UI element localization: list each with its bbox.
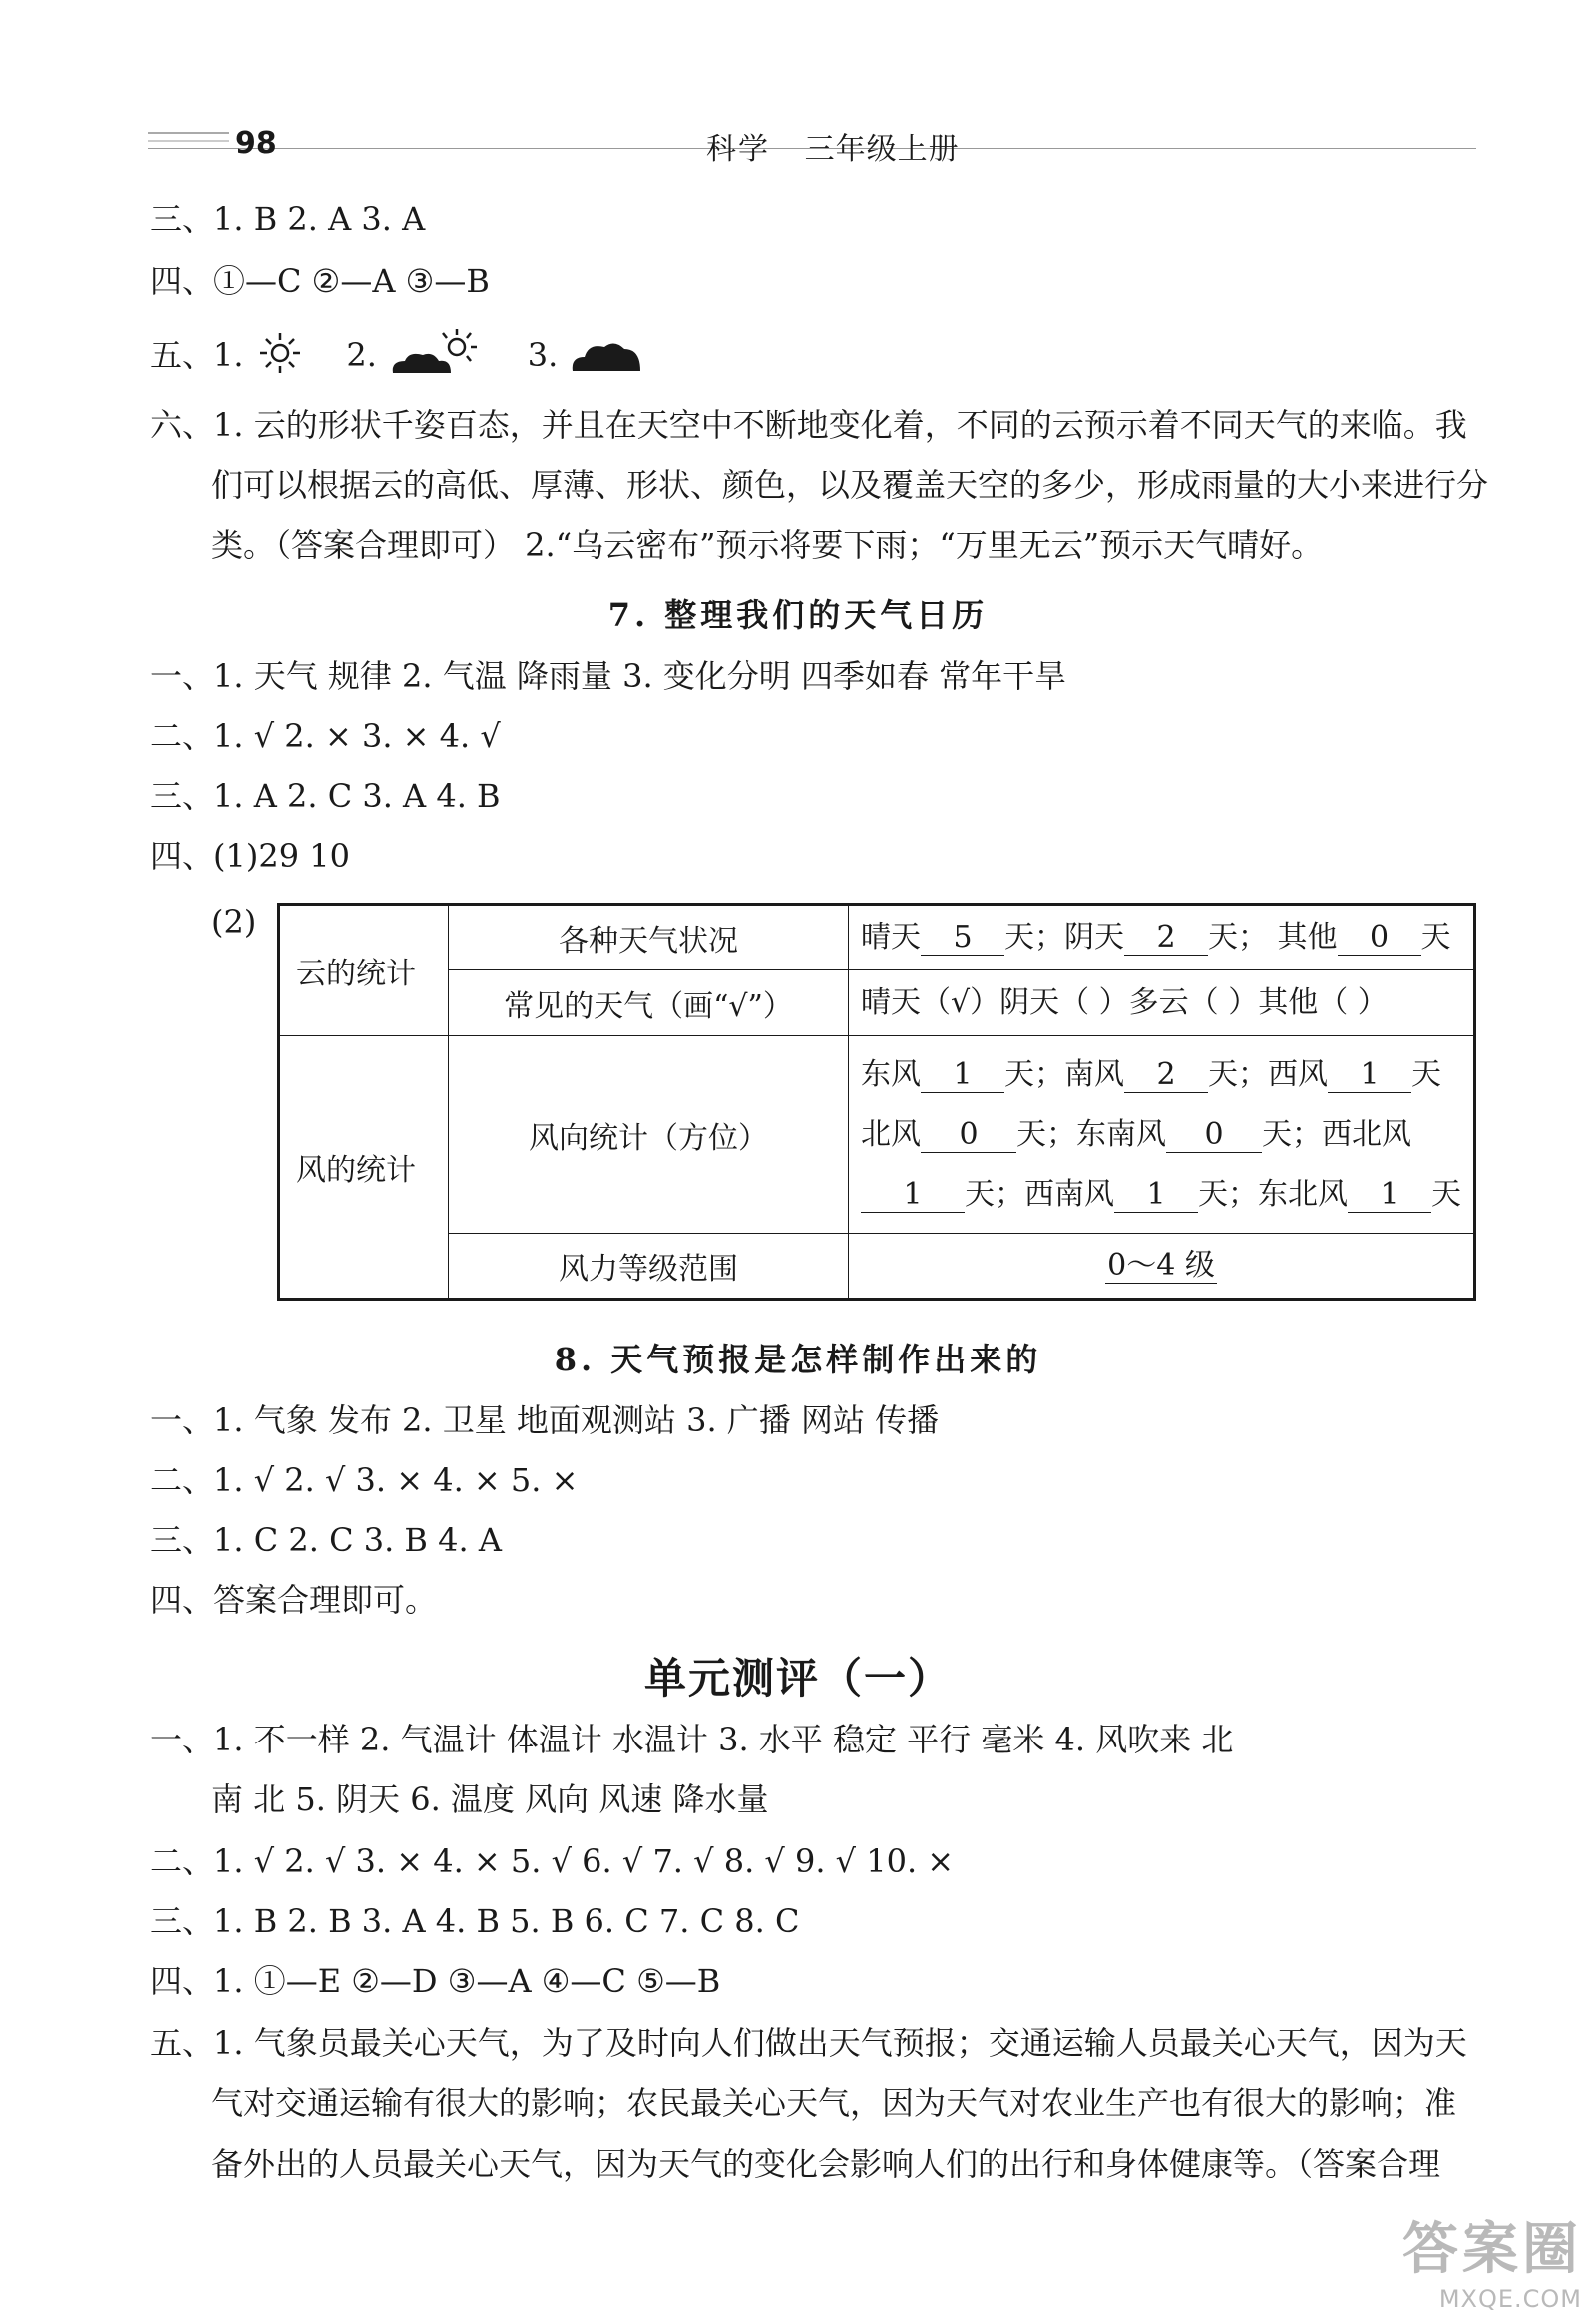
answer-line: 六、1. 云的形状千姿百态，并且在天空中不断地变化着，不同的云预示着不同天气的来临。我 [150, 406, 1467, 444]
answer-line: 一、1. 不一样 2. 气温计 体温计 水温计 3. 水平 稳定 平行 毫米 4. 风吹来 北 [150, 1721, 1234, 1758]
row-label: 各种天气状况 [449, 905, 849, 970]
dark-cloud-icon [569, 331, 644, 384]
answer-line-cont: 南 北 5. 阴天 6. 温度 风向 风速 降水量 [211, 1780, 769, 1818]
wind-stats-label: 风的统计 [279, 1036, 449, 1300]
page-header [706, 124, 960, 168]
watermark-url: MXQE.COM [1438, 2285, 1582, 2313]
common-weather-cell: 晴天（√）阴天（ ）多云（ ）其他（ ） [849, 970, 1475, 1036]
section-8-title: 8. 天气预报是怎样制作出来的 [554, 1341, 1042, 1378]
table-label: (2) [211, 903, 257, 941]
answer-line-cont: 类。（答案合理即可） 2.“乌云密布”预示将要下雨；“万里无云”预示天气晴好。 [211, 526, 1324, 564]
section-7-title: 7. 整理我们的天气日历 [607, 596, 989, 634]
answer-line: 四、答案合理即可。 [150, 1581, 438, 1619]
sun-behind-cloud-icon [387, 329, 487, 386]
answer-line: 二、1. √ 2. √ 3. × 4. × 5. √ 6. √ 7. √ 8. √ 9. √ 10. × [150, 1842, 955, 1880]
watermark [1402, 2205, 1582, 2313]
header-subject: 科学 [706, 132, 770, 167]
answer-line: 三、1. B 2. B 3. A 4. B 5. B 6. C 7. C 8. C [150, 1902, 800, 1940]
answer-line-cont: 气对交通运输有很大的影响；农民最关心天气，因为天气对农业生产也有很大的影响；准 [211, 2084, 1457, 2122]
header-grade: 三年级上册 [804, 132, 960, 167]
weather-days-cell: 晴天 5 天；阴天 2 天； 其他 0 天 [849, 905, 1475, 970]
answer-line: 四、①—C ②—A ③—B [150, 262, 490, 300]
answer-line: 四、(1)29 10 [150, 837, 350, 875]
page-number: 98 [235, 126, 277, 161]
answer-line: 三、1. A 2. C 3. A 4. B [150, 777, 501, 815]
answer-line: 三、1. B 2. A 3. A [150, 200, 426, 238]
header-deco-2 [148, 140, 229, 142]
unit-test-title: 单元测评（一） [643, 1654, 952, 1703]
table-row [279, 1234, 1475, 1300]
table-row [279, 970, 1475, 1036]
cloud-stats-label: 云的统计 [279, 905, 449, 1036]
answer-line: 一、1. 气象 发布 2. 卫星 地面观测站 3. 广播 网站 传播 [150, 1401, 940, 1439]
answer-line-cont: 备外出的人员最关心天气，因为天气的变化会影响人们的出行和身体健康等。（答案合理 [211, 2145, 1441, 2183]
answer-line: 二、1. √ 2. × 3. × 4. √ [150, 717, 501, 755]
row-label: 风向统计（方位） [449, 1036, 849, 1234]
wind-force-cell: 0～4 级 [849, 1234, 1475, 1300]
answer-line: 三、1. C 2. C 3. B 4. A [150, 1521, 502, 1559]
answer-line: 二、1. √ 2. √ 3. × 4. × 5. × [150, 1461, 579, 1499]
row-label: 常见的天气（画“√”） [449, 970, 849, 1036]
table-row [279, 905, 1475, 970]
answer-line-cont: 们可以根据云的高低、厚薄、形状、颜色，以及覆盖天空的多少，形成雨量的大小来进行分 [211, 466, 1489, 504]
watermark-logo: 答案圈 [1402, 2217, 1582, 2282]
weather-stats-table [277, 903, 1476, 1301]
sun-icon [254, 331, 306, 384]
answer-line: 五、1. 气象员最关心天气，为了及时向人们做出天气预报；交通运输人员最关心天气，因为天 [150, 2024, 1467, 2062]
answer-line: 四、1. ①—E ②—D ③—A ④—C ⑤—B [150, 1962, 721, 2000]
answer-line-weather-icons: 五、1. 2. 3. [150, 329, 644, 386]
answer-line: 一、1. 天气 规律 2. 气温 降雨量 3. 变化分明 四季如春 常年干旱 [150, 657, 1067, 695]
wind-direction-cell: 东风 1 天；南风 2 天；西风 1 天 北风 0 天；东南风 0 天；西北风 1 天；西南风 1 天；东北风 1 天 [849, 1036, 1475, 1234]
header-deco [148, 132, 229, 134]
table-row [279, 1036, 1475, 1234]
row-label: 风力等级范围 [449, 1234, 849, 1300]
